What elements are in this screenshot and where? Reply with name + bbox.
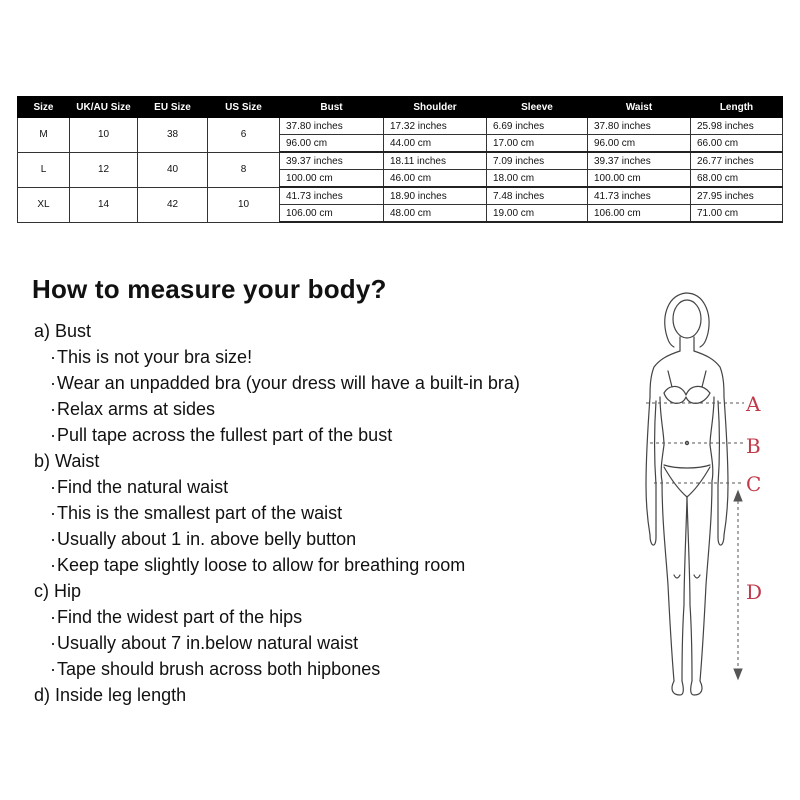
cell-uk-size: 12: [70, 152, 138, 187]
list-item: ·Relax arms at sides: [50, 399, 216, 419]
header-us-size: US Size: [208, 97, 280, 118]
cell-sleeve-inches: 6.69 inches: [487, 118, 588, 135]
cell-shoulder-inches: 17.32 inches: [384, 118, 487, 135]
list-item: ·This is not your bra size!: [50, 347, 253, 367]
size-chart-table: [17, 96, 783, 223]
cell-bust-inches: 39.37 inches: [280, 152, 384, 170]
body-measurement-figure: [620, 285, 780, 715]
cell-eu-size: 40: [138, 152, 208, 187]
label-b: B: [746, 434, 761, 458]
cell-uk-size: 14: [70, 187, 138, 222]
label-a: A: [746, 392, 761, 416]
cell-us-size: 10: [208, 187, 280, 222]
tip-text: Find the widest part of the hips: [57, 607, 303, 627]
cell-bust-cm: 100.00 cm: [280, 170, 384, 188]
header-uk-au-size: UK/AU Size: [70, 97, 138, 118]
tip-text: Wear an unpadded bra (your dress will have a built-in bra): [57, 373, 520, 393]
cell-shoulder-inches: 18.11 inches: [384, 152, 487, 170]
table-header-row: [18, 97, 783, 118]
header-sleeve: Sleeve: [487, 97, 588, 118]
cell-length-inches: 25.98 inches: [691, 118, 783, 135]
list-item: ·Keep tape slightly loose to allow for breathing room: [50, 555, 466, 575]
label-d: D: [746, 580, 763, 604]
tip-text: Relax arms at sides: [57, 399, 216, 419]
cell-size: M: [18, 118, 70, 153]
list-item: ·Find the natural waist: [50, 477, 229, 497]
cell-us-size: 6: [208, 118, 280, 153]
measurement-instructions: [34, 318, 624, 708]
tip-text: Usually about 1 in. above belly button: [57, 529, 357, 549]
cell-length-inches: 26.77 inches: [691, 152, 783, 170]
cell-sleeve-cm: 19.00 cm: [487, 205, 588, 223]
cell-size: XL: [18, 187, 70, 222]
cell-waist-cm: 100.00 cm: [588, 170, 691, 188]
cell-length-cm: 66.00 cm: [691, 135, 783, 153]
tip-text: Tape should brush across both hipbones: [57, 659, 381, 679]
table-row-l: [18, 152, 783, 170]
cell-bust-inches: 41.73 inches: [280, 187, 384, 205]
list-item: ·Find the widest part of the hips: [50, 607, 303, 627]
section-heading-hip: c) Hip: [34, 581, 82, 601]
cell-waist-inches: 37.80 inches: [588, 118, 691, 135]
cell-sleeve-inches: 7.48 inches: [487, 187, 588, 205]
arrow-up-icon: [734, 491, 742, 501]
header-bust: Bust: [280, 97, 384, 118]
cell-shoulder-cm: 44.00 cm: [384, 135, 487, 153]
list-item: ·Usually about 7 in.below natural waist: [50, 633, 359, 653]
cell-bust-cm: 106.00 cm: [280, 205, 384, 223]
table-row-m: [18, 118, 783, 135]
cell-waist-inches: 41.73 inches: [588, 187, 691, 205]
tip-text: This is the smallest part of the waist: [57, 503, 343, 523]
header-length: Length: [691, 97, 783, 118]
body-outline-illustration: [620, 285, 780, 715]
table-row-xl: [18, 187, 783, 205]
list-item: ·Tape should brush across both hipbones: [50, 659, 381, 679]
label-c: C: [746, 472, 762, 496]
cell-bust-inches: 37.80 inches: [280, 118, 384, 135]
tip-text: This is not your bra size!: [57, 347, 253, 367]
cell-bust-cm: 96.00 cm: [280, 135, 384, 153]
arrow-down-icon: [734, 669, 742, 679]
cell-us-size: 8: [208, 152, 280, 187]
tip-text: Pull tape across the fullest part of the bust: [57, 425, 393, 445]
cell-waist-cm: 106.00 cm: [588, 205, 691, 223]
cell-waist-inches: 39.37 inches: [588, 152, 691, 170]
cell-shoulder-inches: 18.90 inches: [384, 187, 487, 205]
cell-waist-cm: 96.00 cm: [588, 135, 691, 153]
section-heading-inside-leg: d) Inside leg length: [34, 685, 187, 705]
cell-uk-size: 10: [70, 118, 138, 153]
page-title: How to measure your body?: [32, 274, 387, 304]
header-waist: Waist: [588, 97, 691, 118]
tip-text: Usually about 7 in.below natural waist: [57, 633, 359, 653]
tip-text: Find the natural waist: [57, 477, 229, 497]
list-item: ·This is the smallest part of the waist: [50, 503, 343, 523]
header-shoulder: Shoulder: [384, 97, 487, 118]
cell-eu-size: 38: [138, 118, 208, 153]
cell-sleeve-inches: 7.09 inches: [487, 152, 588, 170]
list-item: ·Wear an unpadded bra (your dress will have a built-in bra): [50, 373, 520, 393]
section-heading-bust: a) Bust: [34, 321, 92, 341]
cell-shoulder-cm: 48.00 cm: [384, 205, 487, 223]
header-eu-size: EU Size: [138, 97, 208, 118]
cell-length-inches: 27.95 inches: [691, 187, 783, 205]
tip-text: Keep tape slightly loose to allow for breathing room: [57, 555, 466, 575]
cell-size: L: [18, 152, 70, 187]
list-item: ·Pull tape across the fullest part of the bust: [50, 425, 393, 445]
list-item: ·Usually about 1 in. above belly button: [50, 529, 357, 549]
cell-sleeve-cm: 18.00 cm: [487, 170, 588, 188]
cell-sleeve-cm: 17.00 cm: [487, 135, 588, 153]
cell-eu-size: 42: [138, 187, 208, 222]
cell-length-cm: 68.00 cm: [691, 170, 783, 188]
header-size: Size: [18, 97, 70, 118]
cell-length-cm: 71.00 cm: [691, 205, 783, 223]
cell-shoulder-cm: 46.00 cm: [384, 170, 487, 188]
section-heading-waist: b) Waist: [34, 451, 100, 471]
